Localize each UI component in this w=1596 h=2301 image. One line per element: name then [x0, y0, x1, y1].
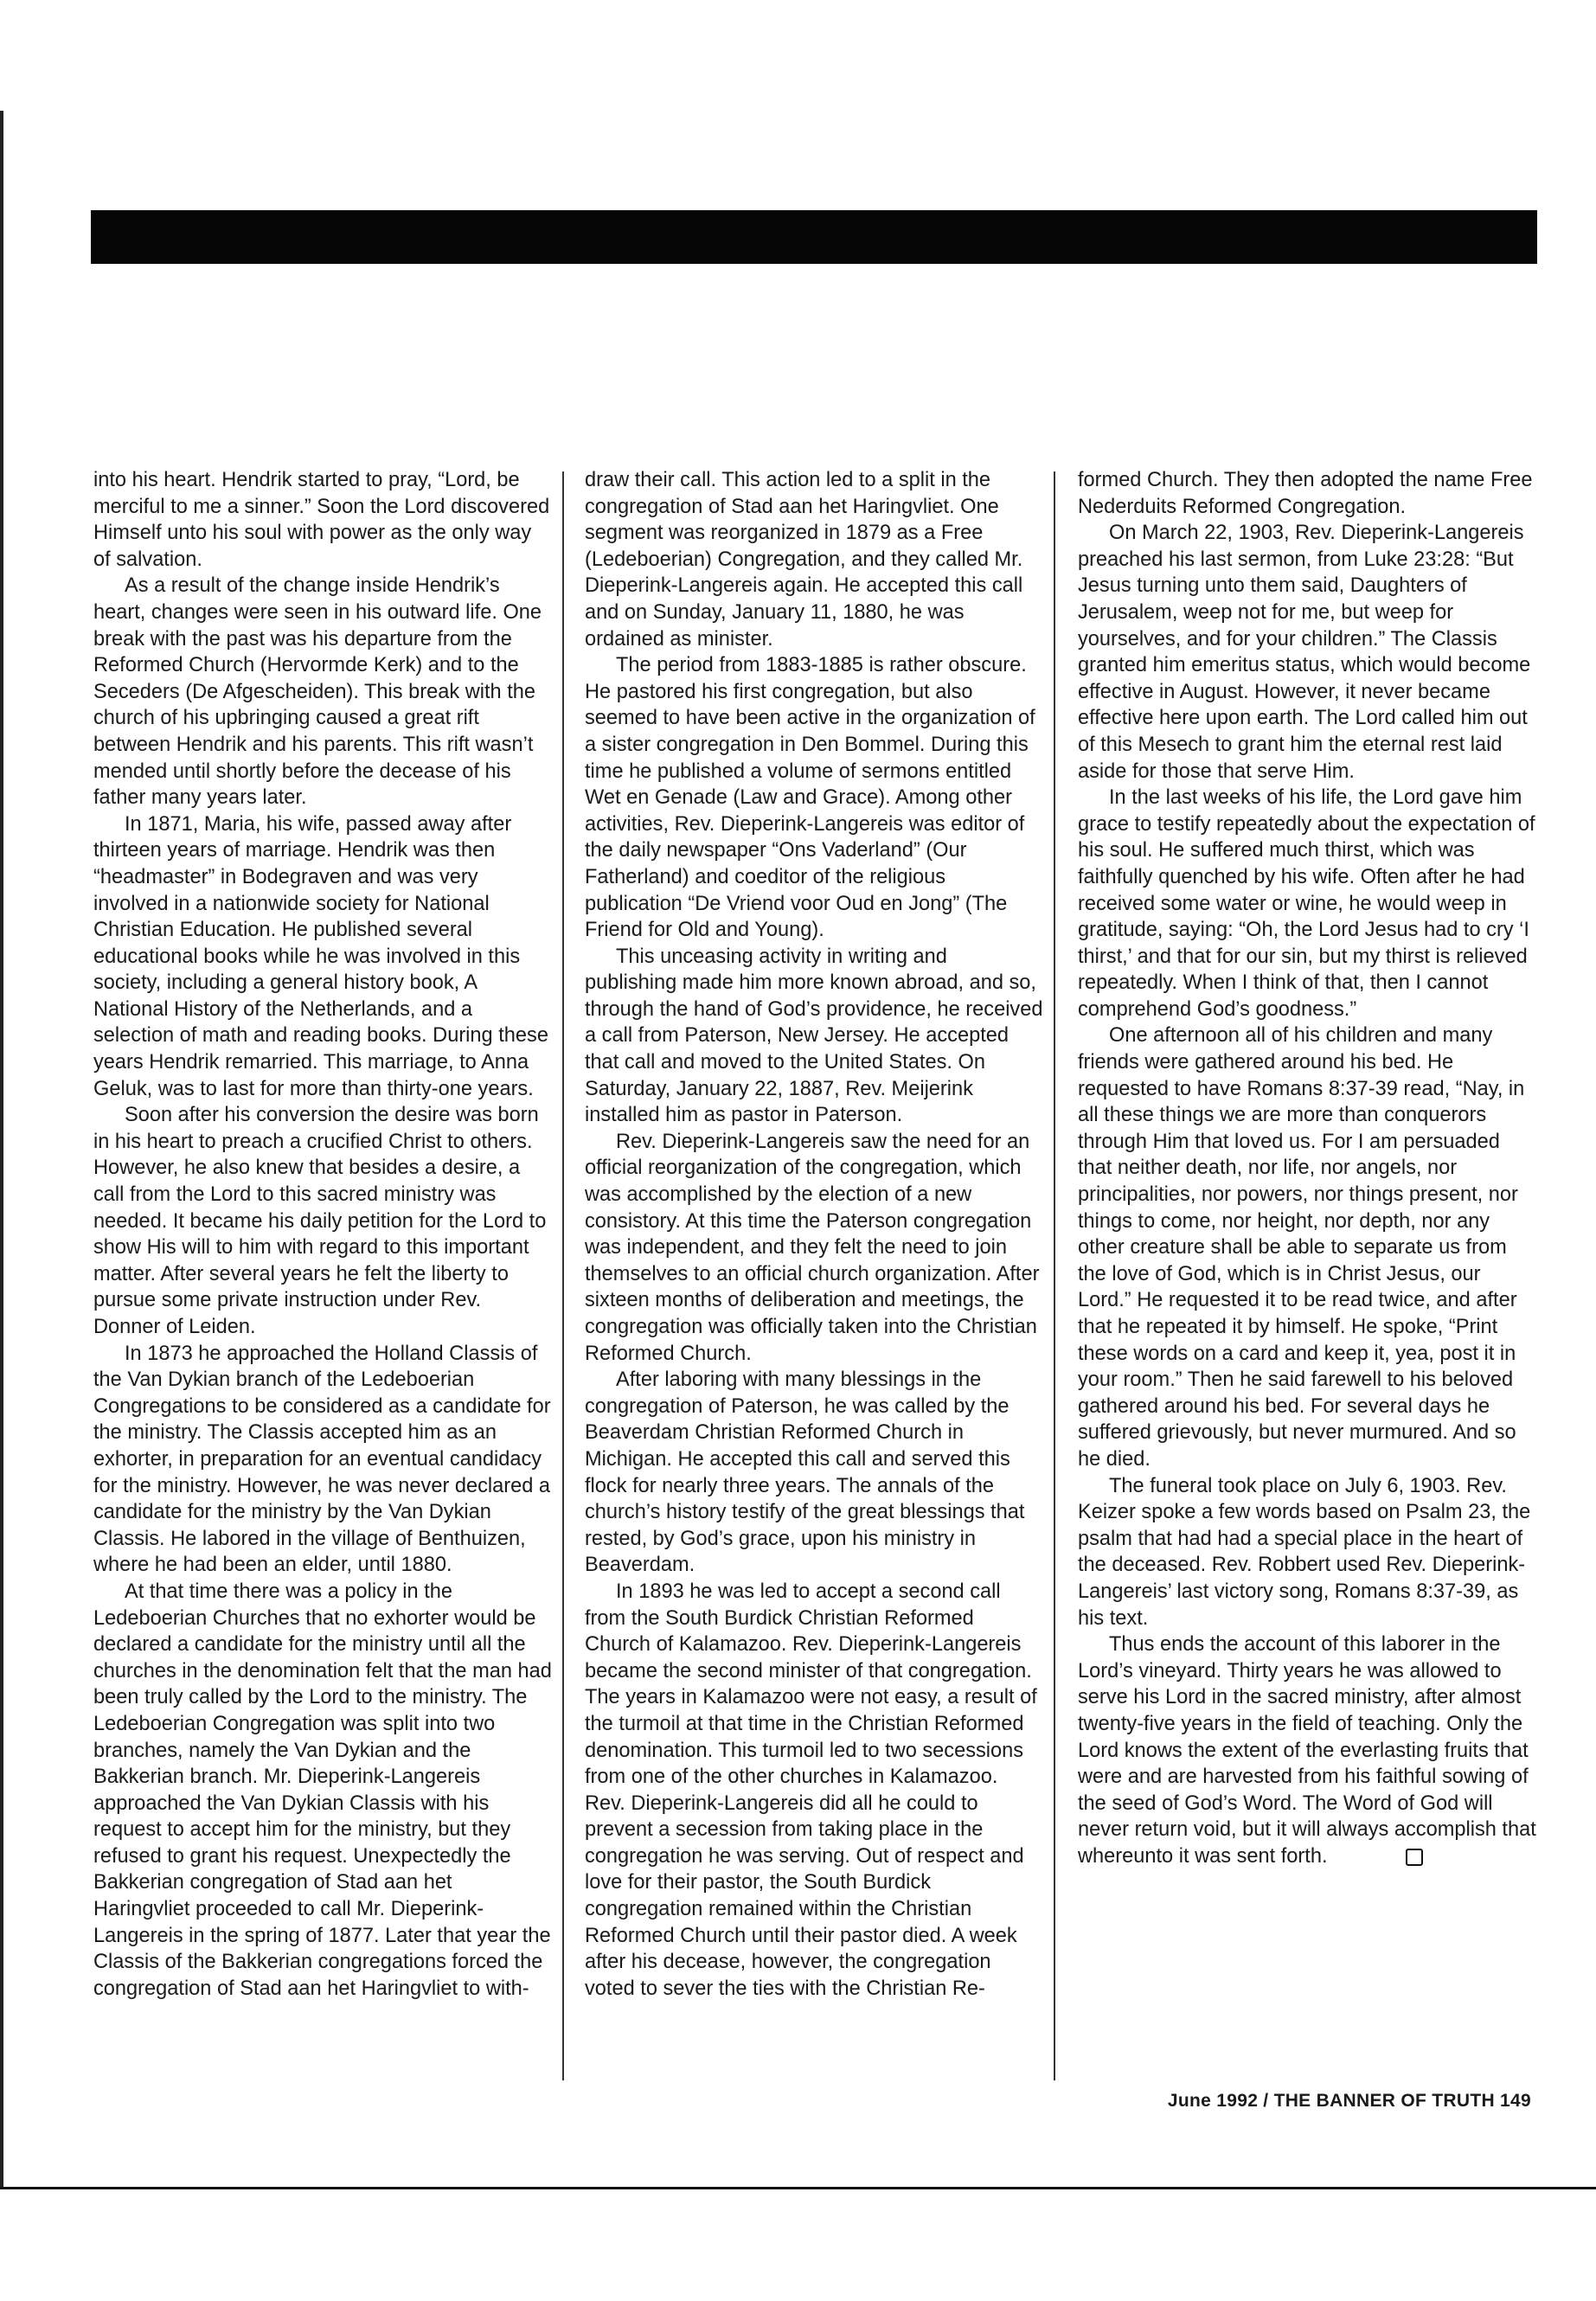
paragraph: In 1873 he approached the Holland Classis of the Van Dykian branch of the Ledeboerian Congregations to be considered as a candidate for the ministry. The Classis accepted him as an exhorter, in preparation for an eventual candidacy for the ministry. However, he was never declared a candidate for the ministry by the Van Dykian Classis. He labored in the village of Benthuizen, where he had been an elder, until 1880.	[93, 1342, 551, 1577]
scan-edge-rule	[0, 111, 3, 2187]
paragraph: In the last weeks of his life, the Lord gave him grace to testify repeatedly about the expectation of his soul. He suffered much thirst, which was faithfully quenched by his wife. Often after he had received some water or wine, he would weep in gratitude, saying: “Oh, the Lord Jesus had to cry ‘I thirst,’ and that for our sin, but my thirst is relieved repeatedly. When I think of that, then I cannot comprehend God’s goodness.”	[1078, 786, 1535, 1021]
paragraph: At that time there was a policy in the Ledeboerian Churches that no exhorter would be declared a candidate for the ministry until all the churches in the denomination felt that the man had been truly called by the Lord to the ministry. The Ledeboerian Congregation was split into two branches, namely the Van Dykian and the Bakkerian branch. Mr. Dieperink-Langereis approached the Van Dykian Classis with his request to accept him for the ministry, but they refused to grant his request. Unexpectedly the Bakkerian congregation of Stad aan het Haringvliet proceeded to call Mr. Dieperink-Langereis in the spring of 1877. Later that year the Classis of the Bakkerian congregations forced the congregation of Stad aan het Haringvliet to with-	[93, 1580, 552, 2000]
paragraph: formed Church. They then adopted the name Free Nederduits Reformed Congregation.	[1078, 469, 1533, 518]
paragraph: In 1871, Maria, his wife, passed away after thirteen years of marriage. Hendrik was then “headmaster” in Bodegraven and was very involved in a nationwide society for National Christian Education. He published several educational books while he was involved in this society, including a general history book, A National History of the Netherlands, and a selection of math and reading books. During these years Hendrik remarried. This marriage, to Anna Geluk, was to last for more than thirty-one years.	[93, 812, 548, 1100]
article-column-2	[585, 467, 1043, 2002]
end-of-article-icon	[1406, 1849, 1423, 1866]
article-column-3	[1078, 467, 1536, 1869]
paragraph: Rev. Dieperink-Langereis saw the need for an official reorganization of the congregation, which was accomplished by the election of a new consistory. At this time the Paterson congregation was independent, and they felt the need to join themselves to an official church organization. After sixteen months of deliberation and meetings, the congregation was officially taken into the Christian Reformed Church.	[585, 1130, 1040, 1365]
paragraph: In 1893 he was led to accept a second call from the South Burdick Christian Reformed Church of Kalamazoo. Rev. Dieperink-Langereis became the second minister of that congregation. The years in Kalamazoo were not easy, a result of the turmoil at that time in the Christian Reformed denomination. This turmoil led to two secessions from one of the other churches in Kalamazoo. Rev. Dieperink-Langereis did all he could to prevent a secession from taking place in the congregation he was serving. Out of respect and love for their pastor, the South Burdick congregation remained within the Christian Reformed Church until their pastor died. A week after his decease, however, the congregation voted to sever the ties with the Christian Re-	[585, 1580, 1037, 2000]
paragraph: On March 22, 1903, Rev. Dieperink-Langereis preached his last sermon, from Luke 23:28: “But Jesus turning unto them said, Daughters of Jerusalem, weep not for me, but weep for yourselves, and for your children.” The Classis granted him emeritus status, which would become effective in August. However, it never became effective here upon earth. The Lord called him out of this Mesech to grant him the eternal rest laid aside for those that serve Him.	[1078, 522, 1531, 783]
column-divider	[562, 471, 564, 2080]
paragraph: The period from 1883-1885 is rather obscure. He pastored his first congregation, but also seemed to have been active in the organization of a sister congregation in Den Bommel. During this time he published a volume of sermons entitled Wet en Genade (Law and Grace). Among other activities, Rev. Dieperink-Langereis was editor of the daily newspaper “Ons Vaderland” (Our Fatherland) and coeditor of the religious publication “De Vriend voor Oud en Jong” (The Friend for Old and Young).	[585, 654, 1035, 942]
paragraph: draw their call. This action led to a split in the congregation of Stad aan het Haringvliet. One segment was reorganized in 1879 as a Free (Ledeboerian) Congregation, and they called Mr. Dieperink-Langereis again. He accepted this call and on Sunday, January 11, 1880, he was ordained as minister.	[585, 469, 1023, 651]
paragraph-final	[1078, 1631, 1536, 1869]
paragraph: As a result of the change inside Hendrik’s heart, changes were seen in his outward life. One break with the past was his departure from the Reformed Church (Hervormde Kerk) and to the Seceders (De Afgescheiden). This break with the church of his upbringing caused a great rift between Hendrik and his parents. This rift wasn’t mended until shortly before the decease of his father many years later.	[93, 574, 542, 810]
column-divider	[1054, 471, 1055, 2080]
paragraph-final-text: Thus ends the account of this laborer in the Lord’s vineyard. Thirty years he was allowed to serve his Lord in the sacred ministry, after almost twenty-five years in the field of teaching. Only the Lord knows the extent of the everlasting fruits that were and are harvested from his faithful sowing of the seed of God’s Word. The Word of God will never return void, but it will always accomplish that whereunto it was sent forth.	[1078, 1633, 1536, 1868]
header-black-bar	[91, 210, 1537, 264]
paragraph: After laboring with many blessings in the congregation of Paterson, he was called by the Beaverdam Christian Reformed Church in Michigan. He accepted this call and served this flock for nearly three years. The annals of the church’s history testify of the great blessings that rested, by God’s grace, upon his ministry in Beaverdam.	[585, 1368, 1025, 1577]
page-footer: June 1992 / THE BANNER OF TRUTH 149	[1167, 2091, 1531, 2111]
article-column-1	[93, 467, 552, 2002]
paragraph: This unceasing activity in writing and publishing made him more known abroad, and so, through the hand of God’s providence, he received a call from Paterson, New Jersey. He accepted that call and moved to the United States. On Saturday, January 22, 1887, Rev. Meijerink installed him as pastor in Paterson.	[585, 945, 1043, 1127]
paragraph: One afternoon all of his children and many friends were gathered around his bed. He requested to have Romans 8:37-39 read, “Nay, in all these things we are more than conquerors through Him that loved us. For I am persuaded that neither death, nor life, nor angels, nor principalities, nor powers, nor things present, nor things to come, nor height, nor depth, nor any other creature shall be able to separate us from the love of God, which is in Christ Jesus, our Lord.” He requested it to be read twice, and after that he repeated it by himself. He spoke, “Print these words on a card and keep it, yea, post it in your room.” Then he said farewell to his beloved gathered around his bed. For several days he suffered grievously, but never murmured. And so he died.	[1078, 1024, 1525, 1471]
paragraph: into his heart. Hendrik started to pray, “Lord, be merciful to me a sinner.” Soon the Lord discovered Himself unto his soul with power as the only way of salvation.	[93, 469, 550, 571]
paragraph: Soon after his conversion the desire was born in his heart to preach a crucified Christ to others. However, he also knew that besides a desire, a call from the Lord to this sacred ministry was needed. It became his daily petition for the Lord to show His will to him with regard to this important matter. After several years he felt the liberty to pursue some private instruction under Rev. Donner of Leiden.	[93, 1104, 547, 1338]
paragraph: The funeral took place on July 6, 1903. Rev. Keizer spoke a few words based on Psalm 23, the psalm that had had a special place in the heart of the deceased. Rev. Robbert used Rev. Dieperink-Langereis’ last victory song, Romans 8:37-39, as his text.	[1078, 1474, 1531, 1630]
